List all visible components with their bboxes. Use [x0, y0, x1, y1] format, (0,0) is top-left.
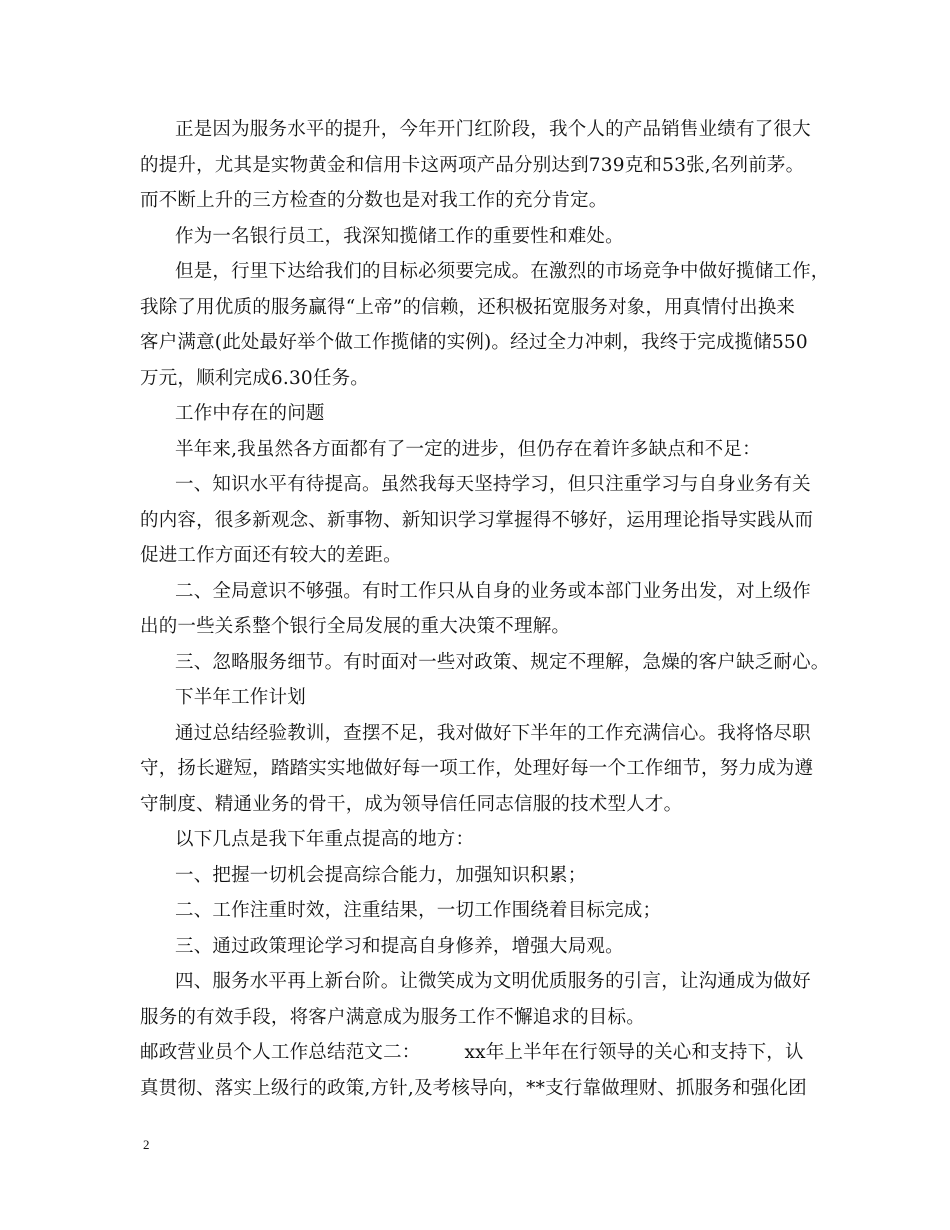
document-body	[140, 112, 830, 1106]
text-line: 守制度、精通业务的骨干，成为领导信任同志信服的技术型人才。	[140, 793, 683, 815]
section-heading-line	[140, 1035, 820, 1071]
text-line: 四、服务水平再上新台阶。让微笑成为文明优质服务的引言，让沟通成为做好	[175, 971, 811, 992]
text-line: 三、通过政策理论学习和提高自身修养，增强大局观。	[175, 935, 624, 957]
text-line: 一、把握一切机会提高综合能力，加强知识积累；	[175, 864, 587, 886]
text-line: 而不断上升的三方检查的分数也是对我工作的充分肯定。	[140, 190, 608, 211]
text-line: 正是因为服务水平的提升，今年开门红阶段，我个人的产品销售业绩有了很大	[175, 119, 811, 140]
text-line: 三、忽略服务细节。有时面对一些对政策、规定不理解，急燥的客户缺乏耐心。	[175, 651, 830, 673]
text-line: 但是，行里下达给我们的目标必须要完成。在激烈的市场竞争中做好揽储工作，	[175, 261, 830, 282]
text-line: 的提升，尤其是实物黄金和信用卡这两项产品分别达到739克和53张,名列前茅。	[140, 154, 805, 176]
text-line: 我除了用优质的服务赢得“上帝”的信赖，还积极拓宽服务对象，用真情付出换来	[140, 296, 796, 318]
text-line: 一、知识水平有待提高。虽然我每天坚持学习，但只注重学习与自身业务有关	[175, 474, 811, 495]
text-line: 万元，顺利完成6.30任务。	[140, 367, 369, 389]
text-line: 客户满意(此处最好举个做工作揽储的实例)。经过全力冲刺，我终于完成揽储550	[140, 332, 808, 353]
text-line: 的内容，很多新观念、新事物、新知识学习掌握得不够好，运用理论指导实践从而	[140, 509, 814, 531]
text-line: 出的一些关系整个银行全局发展的重大决策不理解。	[140, 616, 571, 637]
text-line: 二、工作注重时效，注重结果，一切工作围绕着目标完成；	[175, 900, 662, 921]
text-line: 以下几点是我下年重点提高的地方：	[175, 829, 475, 850]
text-line: 通过总结经验教训，查摆不足，我对做好下半年的工作充满信心。我将恪尽职	[175, 722, 811, 744]
text-line: 下半年工作计划	[175, 687, 306, 708]
section-heading-continuation: xx年上半年在行领导的关心和支持下，认	[464, 1042, 804, 1063]
text-line: 二、全局意识不够强。有时工作只从自身的业务或本部门业务出发，对上级作	[175, 580, 811, 602]
text-line: 促进工作方面还有较大的差距。	[140, 545, 402, 566]
text-line: 守，扬长避短，踏踏实实地做好每一项工作，处理好每一个工作细节，努力成为遵	[140, 758, 814, 779]
page-number: 2	[143, 1137, 150, 1152]
text-line: 作为一名银行员工，我深知揽储工作的重要性和难处。	[175, 225, 624, 247]
text-line: 工作中存在的问题	[175, 403, 325, 424]
section-heading: 邮政营业员个人工作总结范文二：	[140, 1042, 421, 1063]
text-line: 半年来,我虽然各方面都有了一定的进步，但仍存在着许多缺点和不足：	[175, 438, 761, 460]
text-line: 真贯彻、落实上级行的政策,方针,及考核导向，**支行靠做理财、抓服务和强化团	[140, 1077, 807, 1099]
text-line: 服务的有效手段，将客户满意成为服务工作不懈追求的目标。	[140, 1006, 645, 1028]
